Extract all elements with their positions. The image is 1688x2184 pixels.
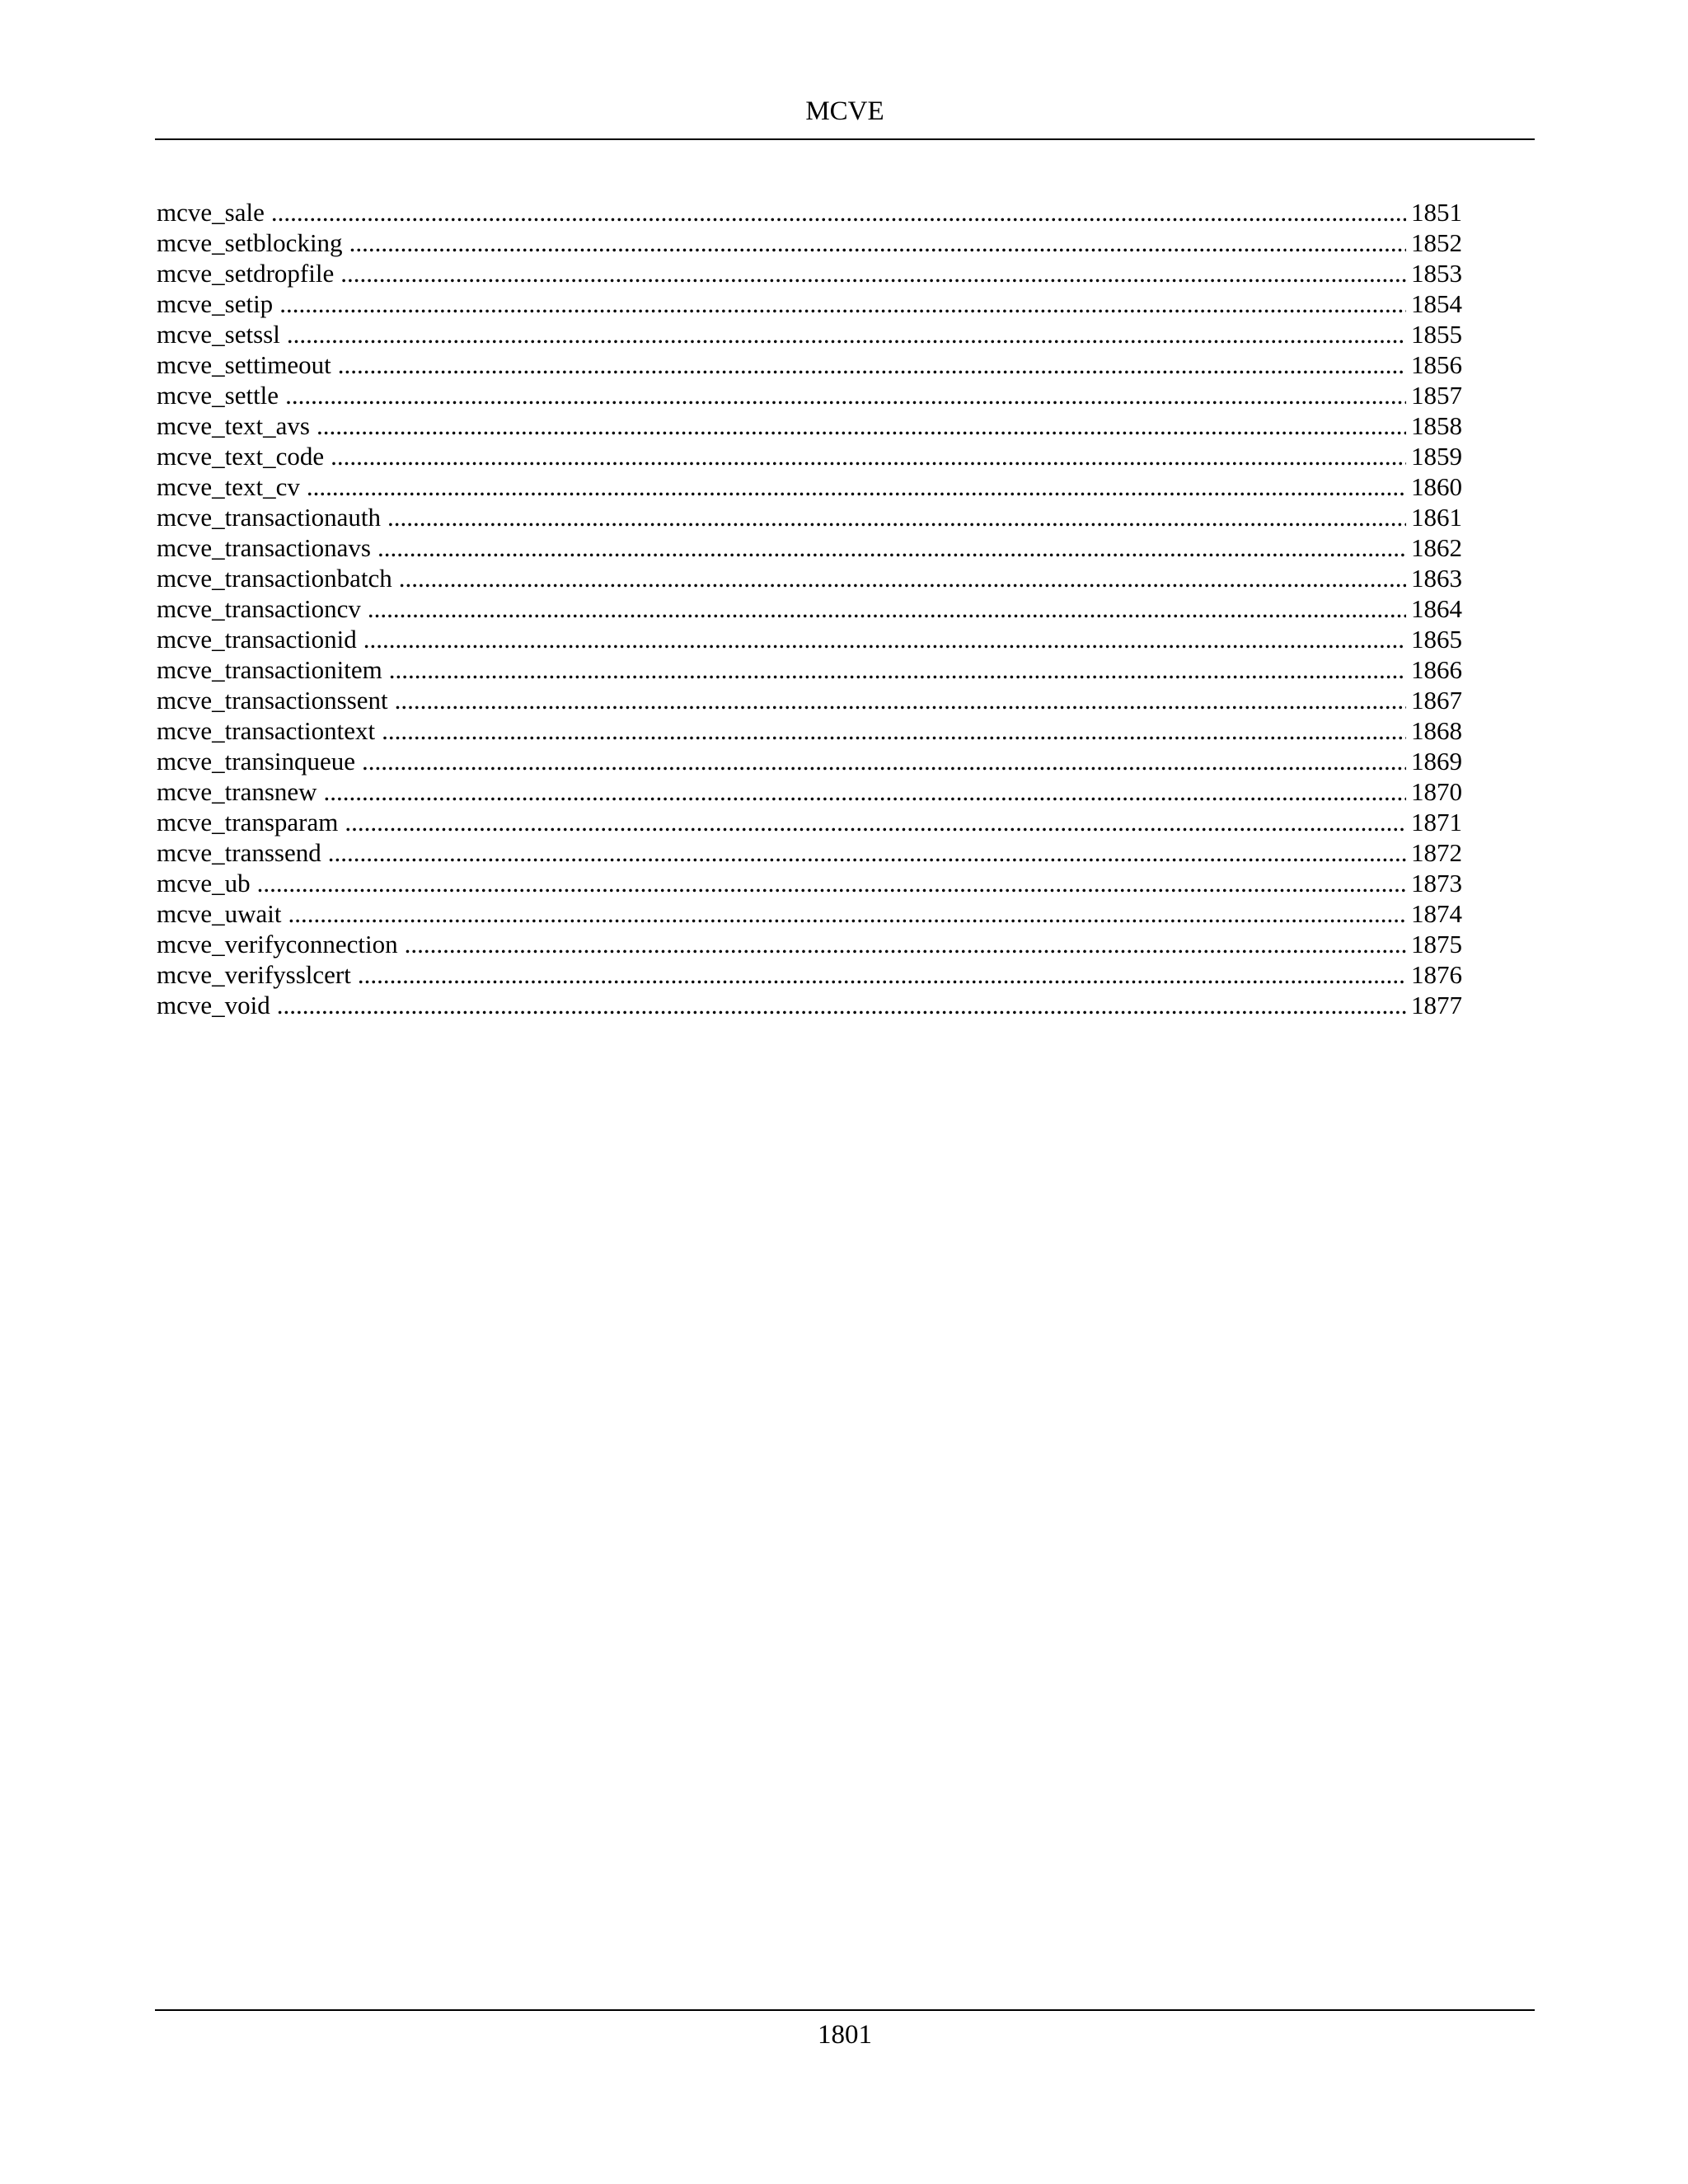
toc-entry-label: mcve_settimeout: [157, 350, 331, 379]
page-footer: [155, 2009, 1535, 2050]
toc-dot-leader: [382, 715, 1406, 746]
page-number: 1801: [818, 2020, 872, 2050]
toc-dot-leader: [285, 380, 1406, 410]
toc-entry[interactable]: [157, 868, 1462, 898]
toc-entry-label: mcve_transactionitem: [157, 655, 382, 684]
toc-entry-label: mcve_transsend: [157, 838, 321, 867]
toc-entry-page: 1861: [1411, 503, 1462, 532]
toc-entry-label: mcve_transactioncv: [157, 594, 361, 623]
toc-dot-leader: [387, 502, 1406, 532]
toc-entry-label: mcve_text_avs: [157, 411, 310, 440]
toc-entry[interactable]: [157, 441, 1462, 471]
toc-dot-leader: [328, 837, 1406, 868]
toc-entry[interactable]: [157, 563, 1462, 593]
toc-entry-page: 1877: [1411, 991, 1462, 1019]
toc-dot-leader: [287, 319, 1406, 349]
toc-entry[interactable]: [157, 959, 1462, 990]
toc-dot-leader: [257, 868, 1406, 898]
toc-entry-label: mcve_transactionssent: [157, 686, 388, 715]
table-of-contents: [157, 197, 1462, 1020]
toc-dot-leader: [389, 654, 1406, 685]
toc-entry[interactable]: [157, 471, 1462, 502]
toc-dot-leader: [377, 532, 1406, 563]
page-header: [155, 89, 1535, 140]
toc-entry-page: 1866: [1411, 655, 1462, 684]
toc-entry[interactable]: [157, 898, 1462, 929]
toc-dot-leader: [307, 471, 1406, 502]
toc-dot-leader: [338, 349, 1406, 380]
toc-entry-page: 1870: [1411, 777, 1462, 806]
toc-entry-page: 1855: [1411, 320, 1462, 349]
toc-dot-leader: [368, 593, 1406, 624]
toc-dot-leader: [362, 746, 1406, 776]
toc-entry-page: 1871: [1411, 808, 1462, 837]
toc-entry[interactable]: [157, 685, 1462, 715]
toc-dot-leader: [324, 776, 1406, 807]
toc-entry-page: 1853: [1411, 259, 1462, 288]
toc-entry[interactable]: [157, 410, 1462, 441]
header-title: MCVE: [805, 96, 884, 126]
toc-dot-leader: [288, 898, 1406, 929]
toc-entry-page: 1858: [1411, 411, 1462, 440]
toc-entry[interactable]: [157, 807, 1462, 837]
toc-dot-leader: [279, 288, 1406, 319]
toc-entry[interactable]: [157, 380, 1462, 410]
toc-entry-label: mcve_verifysslcert: [157, 960, 351, 989]
toc-entry[interactable]: [157, 624, 1462, 654]
toc-dot-leader: [363, 624, 1406, 654]
toc-entry[interactable]: [157, 746, 1462, 776]
toc-entry-page: 1873: [1411, 869, 1462, 898]
toc-entry-label: mcve_transactionbatch: [157, 564, 392, 593]
toc-entry[interactable]: [157, 349, 1462, 380]
toc-entry[interactable]: [157, 319, 1462, 349]
toc-entry-label: mcve_ub: [157, 869, 251, 898]
toc-entry[interactable]: [157, 929, 1462, 959]
toc-entry-page: 1857: [1411, 381, 1462, 410]
toc-entry[interactable]: [157, 227, 1462, 258]
toc-entry-page: 1862: [1411, 533, 1462, 562]
toc-entry-label: mcve_text_cv: [157, 472, 300, 501]
toc-dot-leader: [358, 959, 1406, 990]
toc-entry-page: 1856: [1411, 350, 1462, 379]
toc-entry-page: 1867: [1411, 686, 1462, 715]
toc-entry-label: mcve_transinqueue: [157, 747, 356, 776]
toc-entry-page: 1868: [1411, 716, 1462, 745]
toc-entry-label: mcve_transactionid: [157, 625, 357, 654]
toc-entry-label: mcve_verifyconnection: [157, 930, 398, 958]
toc-entry-page: 1863: [1411, 564, 1462, 593]
toc-dot-leader: [395, 685, 1406, 715]
toc-entry-label: mcve_void: [157, 991, 270, 1019]
toc-entry-page: 1859: [1411, 442, 1462, 471]
toc-entry[interactable]: [157, 593, 1462, 624]
toc-dot-leader: [271, 197, 1406, 227]
toc-dot-leader: [277, 990, 1406, 1020]
toc-entry-label: mcve_uwait: [157, 899, 282, 928]
toc-entry-label: mcve_setblocking: [157, 228, 343, 257]
toc-entry-label: mcve_settle: [157, 381, 279, 410]
toc-entry-page: 1852: [1411, 228, 1462, 257]
toc-entry-page: 1860: [1411, 472, 1462, 501]
toc-dot-leader: [405, 929, 1406, 959]
toc-dot-leader: [349, 227, 1406, 258]
toc-entry[interactable]: [157, 258, 1462, 288]
toc-dot-leader: [340, 258, 1406, 288]
toc-entry-label: mcve_text_code: [157, 442, 325, 471]
toc-dot-leader: [316, 410, 1406, 441]
toc-dot-leader: [331, 441, 1406, 471]
toc-entry-page: 1854: [1411, 289, 1462, 318]
toc-entry-label: mcve_transactiontext: [157, 716, 376, 745]
toc-entry-label: mcve_transactionavs: [157, 533, 371, 562]
toc-entry[interactable]: [157, 532, 1462, 563]
toc-entry[interactable]: [157, 654, 1462, 685]
toc-entry[interactable]: [157, 197, 1462, 227]
toc-entry-label: mcve_transparam: [157, 808, 339, 837]
toc-entry[interactable]: [157, 990, 1462, 1020]
toc-entry-label: mcve_setssl: [157, 320, 280, 349]
toc-entry-page: 1865: [1411, 625, 1462, 654]
toc-entry[interactable]: [157, 837, 1462, 868]
toc-entry[interactable]: [157, 288, 1462, 319]
toc-entry-page: 1851: [1411, 198, 1462, 227]
toc-entry-label: mcve_sale: [157, 198, 265, 227]
toc-entry-page: 1869: [1411, 747, 1462, 776]
toc-entry-label: mcve_setdropfile: [157, 259, 335, 288]
toc-entry-label: mcve_transactionauth: [157, 503, 382, 532]
toc-entry-page: 1874: [1411, 899, 1462, 928]
toc-dot-leader: [399, 563, 1406, 593]
toc-entry-page: 1875: [1411, 930, 1462, 958]
toc-entry-label: mcve_setip: [157, 289, 274, 318]
toc-entry-page: 1864: [1411, 594, 1462, 623]
toc-entry[interactable]: [157, 776, 1462, 807]
toc-entry-page: 1872: [1411, 838, 1462, 867]
toc-entry[interactable]: [157, 715, 1462, 746]
toc-entry-page: 1876: [1411, 960, 1462, 989]
toc-entry[interactable]: [157, 502, 1462, 532]
toc-dot-leader: [345, 807, 1406, 837]
toc-entry-label: mcve_transnew: [157, 777, 317, 806]
